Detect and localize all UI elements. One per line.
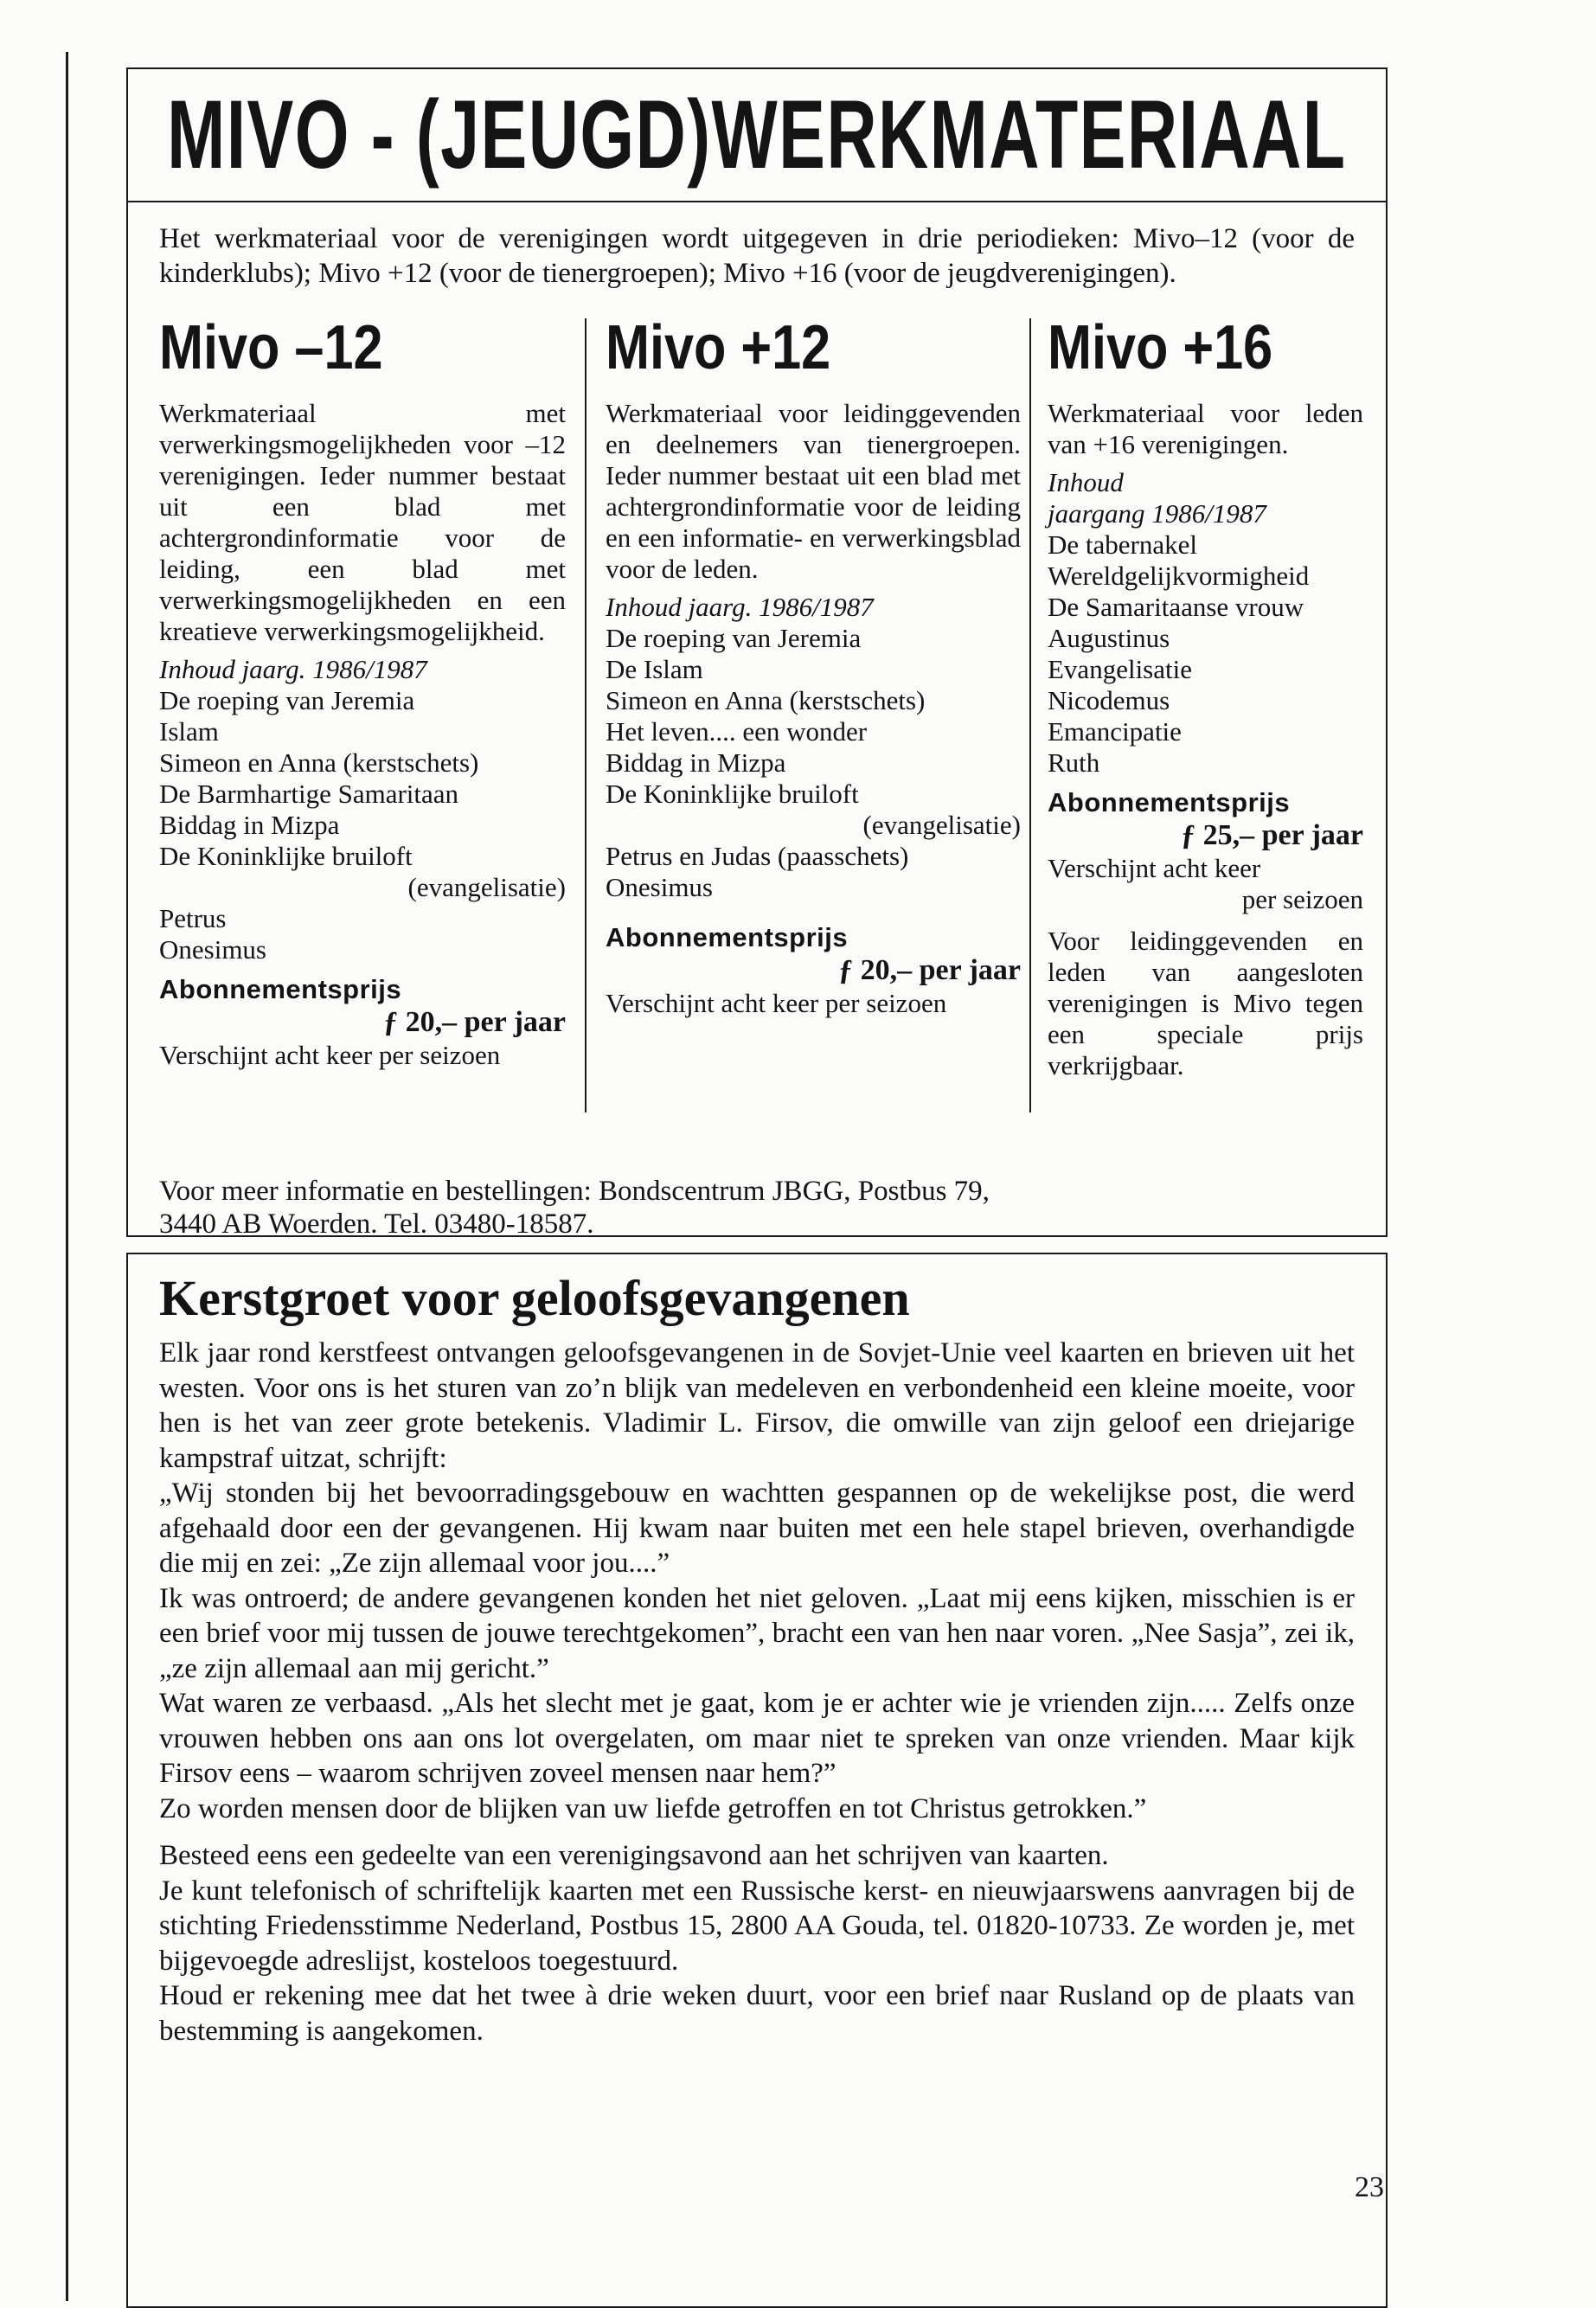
list-item: De Barmhartige Samaritaan	[159, 779, 459, 809]
column-mivo-min12	[159, 311, 566, 1071]
column-description: Werkmateriaal voor leidinggevenden en deelnemers van tienergroepen. Ieder nummer bestaat uit een blad met achtergrondinformatie voor de leiding en een informatie- en verwerkingsblad voor de leden.	[606, 398, 1021, 584]
column-divider	[585, 318, 586, 1112]
frequency-text: Verschijnt acht keer per seizoen	[606, 988, 947, 1018]
list-item: (evangelisatie)	[407, 872, 566, 902]
list-item: Onesimus	[159, 934, 266, 965]
article-paragraph: Wat waren ze verbaasd. „Als het slecht met je gaat, kom je er achter wie je vrienden zijn..... Zelfs onze vrouwen hebben ons aan ons lot overgelaten, om maar niet te spreken van onze vrienden. Maar kijk Firsov eens – waarom schrijven zoveel mensen naar hem?”	[159, 1688, 1355, 1789]
article-box	[126, 1253, 1388, 2308]
masthead-banner	[128, 69, 1386, 202]
contents-list	[159, 685, 566, 965]
list-item: Biddag in Mizpa	[159, 810, 340, 840]
subscription-label: Abonnementsprijs	[606, 922, 849, 952]
list-item: Islam	[159, 716, 219, 747]
column-mivo-plus16	[1048, 311, 1363, 1081]
list-item: De roeping van Jeremia	[606, 623, 862, 653]
column-title: Mivo –12	[159, 313, 383, 382]
list-item: De tabernakel	[1048, 529, 1197, 560]
list-item: Het leven.... een wonder	[606, 716, 868, 747]
list-item: Emancipatie	[1048, 716, 1182, 747]
contents-heading: Inhoud	[1048, 467, 1124, 497]
list-item: Simeon en Anna (kerstschets)	[606, 685, 926, 715]
contents-list	[606, 623, 1021, 903]
list-item: De Koninklijke bruiloft	[606, 779, 859, 809]
columns	[128, 311, 1386, 1159]
contents-heading: Inhoud jaarg. 1986/1987	[159, 654, 427, 684]
list-item: Biddag in Mizpa	[606, 747, 786, 778]
article-paragraph: Ik was ontroerd; de andere gevangenen konden het niet geloven. „Laat mij eens kijken, misschien is er een brief voor mij tussen de jouwe terechtgekomen”, bracht een van hen naar voren. „Nee Sasja”, zei ik, „ze zijn allemaal aan mij gericht.”	[159, 1582, 1355, 1684]
list-item: Nicodemus	[1048, 685, 1170, 715]
list-item: Augustinus	[1048, 623, 1170, 653]
subscription-price: ƒ 20,– per jaar	[383, 1006, 566, 1038]
list-item: Onesimus	[606, 872, 713, 902]
intro-text: Het werkmateriaal voor de verenigingen wordt uitgegeven in drie periodieken: Mivo–12 (voor de kinderklubs); Mivo +12 (voor de tienergroepen); Mivo +16 (voor de jeugdverenigingen).	[159, 223, 1355, 289]
list-item: Simeon en Anna (kerstschets)	[159, 747, 479, 778]
column-divider	[1029, 318, 1031, 1112]
page	[126, 67, 1388, 2308]
list-item: De Koninklijke bruiloft	[159, 841, 413, 871]
subscription-label: Abonnementsprijs	[159, 974, 402, 1004]
subscription-label: Abonnementsprijs	[1048, 787, 1291, 817]
contents-list	[1048, 529, 1363, 779]
mivo-box	[126, 67, 1388, 1240]
left-margin-rule	[66, 52, 68, 2301]
column-title: Mivo +12	[606, 313, 831, 382]
contact-line: Voor meer informatie en bestellingen: Bondscentrum JBGG, Postbus 79,	[159, 1176, 990, 1207]
masthead-title: MIVO - (JEUGD)WERKMATERIAAL	[167, 80, 1347, 189]
list-item: Ruth	[1048, 747, 1100, 778]
list-item: De Samaritaanse vrouw	[1048, 592, 1304, 622]
list-item: De Islam	[606, 654, 703, 684]
frequency-text: Verschijnt acht keer	[1048, 853, 1261, 883]
list-item: Wereldgelijkvormigheid	[1048, 561, 1310, 591]
list-item: De roeping van Jeremia	[159, 685, 415, 715]
list-item: Evangelisatie	[1048, 654, 1192, 684]
frequency-text: Verschijnt acht keer per seizoen	[159, 1040, 501, 1070]
article-paragraph: Besteed eens een gedeelte van een verenigingsavond aan het schrijven van kaarten.	[159, 1840, 1109, 1871]
contents-heading: Inhoud jaarg. 1986/1987	[606, 592, 874, 622]
list-item: (evangelisatie)	[862, 810, 1021, 840]
article-paragraph: Zo worden mensen door de blijken van uw liefde getroffen en tot Christus getrokken.”	[159, 1792, 1147, 1824]
column-mivo-plus12	[606, 311, 1021, 1019]
contact-line: 3440 AB Woerden. Tel. 03480-18587.	[159, 1208, 594, 1240]
subscription-price: ƒ 20,– per jaar	[838, 954, 1021, 986]
article-body	[159, 1336, 1355, 2048]
column-description: Werkmateriaal met verwerkingsmogelijkheden voor –12 verenigingen. Ieder nummer bestaat uit een blad met achtergrondinformatie voor de leiding, een blad met verwerkingsmogelijkheden en een kreatieve verwerkingsmogelijkheid.	[159, 398, 566, 646]
article-paragraph: „Wij stonden bij het bevoorradingsgebouw en wachtten gespannen op de wekelijkse post, die werd afgehaald door een der gevangenen. Hij kwam naar buiten met een hele stapel brieven, overhandigde die mij en zei: „Ze zijn allemaal voor jou....”	[159, 1478, 1355, 1579]
list-item: Petrus	[159, 903, 227, 933]
contents-heading-year: jaargang 1986/1987	[1048, 498, 1266, 529]
subscription-price: ƒ 25,– per jaar	[1181, 819, 1363, 851]
article-title: Kerstgroet voor geloofsgevangenen	[159, 1270, 910, 1326]
contact-info	[159, 1175, 1334, 1241]
page-number: 23	[1355, 2171, 1384, 2203]
member-note: Voor leidinggevenden en leden van aangesloten verenigingen is Mivo tegen een speciale prijs verkrijgbaar.	[1048, 926, 1363, 1080]
column-description: Werkmateriaal voor leden van +16 verenigingen.	[1048, 398, 1363, 459]
column-title: Mivo +16	[1048, 313, 1273, 382]
article-paragraph: Elk jaar rond kerstfeest ontvangen geloofsgevangenen in de Sovjet-Unie veel kaarten en brieven uit het westen. Voor ons is het sturen van zo’n blijk van medeleven en verbondenheid een kleine moeite, voor hen is het van zeer grote betekenis. Vladimir L. Firsov, die omwille van zijn geloof een driejarige kampstraf uitzat, schrijft:	[159, 1337, 1355, 1474]
frequency-text-2: per seizoen	[1241, 884, 1363, 914]
article-paragraph: Houd er rekening mee dat het twee à drie weken duurt, voor een brief naar Rusland op de plaats van bestemming is aangekomen.	[159, 1980, 1355, 2047]
list-item: Petrus en Judas (paasschets)	[606, 841, 909, 871]
article-paragraph: Je kunt telefonisch of schriftelijk kaarten met een Russische kerst- en nieuwjaarswens aanvragen bij de stichting Friedensstimme Nederland, Postbus 15, 2800 AA Gouda, tel. 01820-10733. Ze worden je, met bijgevoegde adreslijst, kosteloos toegestuurd.	[159, 1875, 1355, 1977]
